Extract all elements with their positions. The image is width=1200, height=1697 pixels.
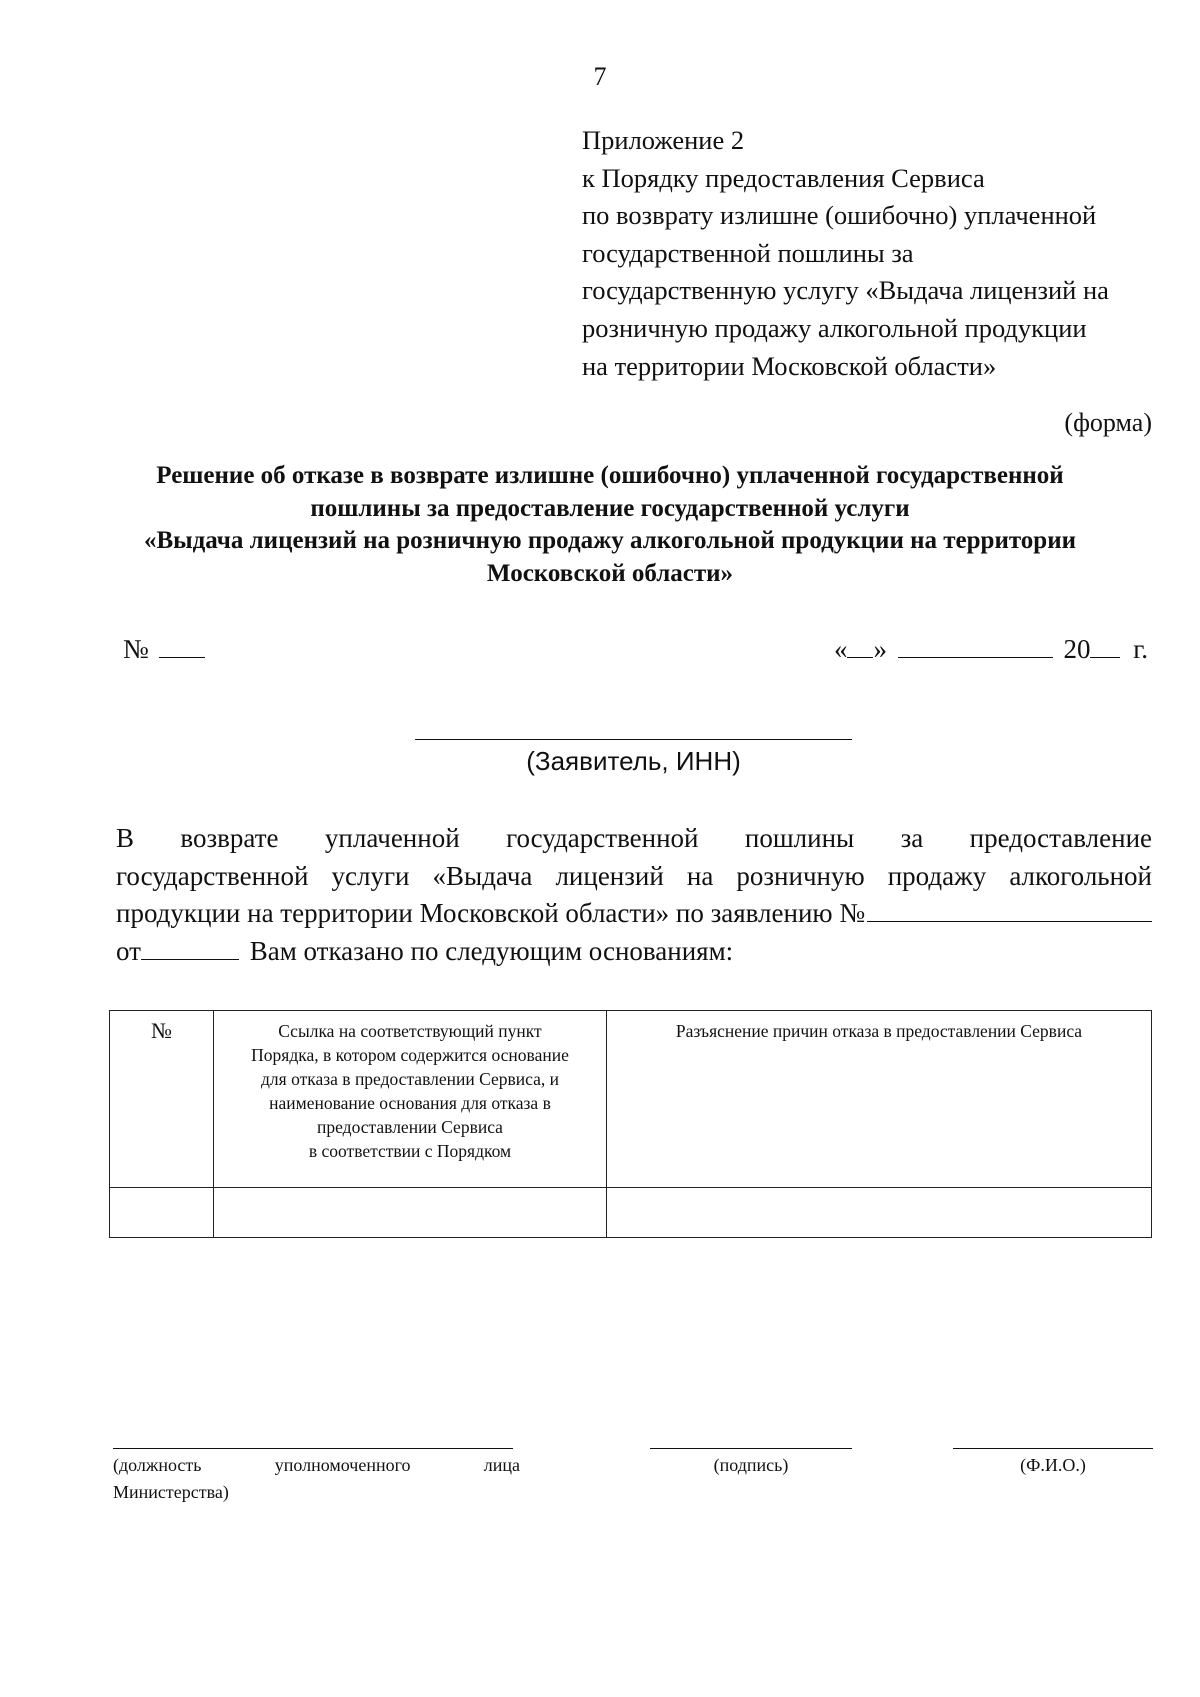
header-explanation: Разъяснение причин отказа в предоставлении Сервиса bbox=[607, 1011, 1152, 1188]
document-title bbox=[110, 460, 1110, 590]
appendix-line: Приложение 2 bbox=[582, 125, 745, 155]
year-suffix: г. bbox=[1133, 634, 1148, 664]
appendix-line: розничную продажу алкогольной продукции bbox=[582, 312, 1087, 343]
table-header-row bbox=[110, 1011, 1152, 1188]
position-caption bbox=[113, 1455, 520, 1476]
number-label: № bbox=[123, 634, 149, 664]
body-line: государственной услуги «Выдача лицензий на розничную продажу алкогольной bbox=[116, 860, 1152, 891]
name-caption: (Ф.И.О.) bbox=[1020, 1455, 1086, 1475]
date-open-quote: « bbox=[833, 634, 848, 664]
date-close-quote: » bbox=[873, 634, 887, 664]
position-signature-line[interactable] bbox=[113, 1448, 513, 1449]
applicant-caption: (Заявитель, ИНН) bbox=[526, 746, 741, 776]
title-line: Решение об отказе в возврате излишне (ошибочно) уплаченной государственной bbox=[156, 462, 1064, 489]
position-caption-line2: Министерства) bbox=[113, 1482, 229, 1502]
application-number-blank[interactable] bbox=[867, 895, 1152, 922]
appendix-line: государственной пошлины за bbox=[582, 237, 914, 268]
appendix-line: по возврату излишне (ошибочно) уплаченной bbox=[582, 200, 1097, 231]
year-prefix: 20 bbox=[1063, 634, 1091, 664]
signature-line[interactable] bbox=[650, 1448, 852, 1449]
header-number: № bbox=[110, 1011, 214, 1188]
year-blank[interactable] bbox=[1090, 656, 1120, 658]
number-blank[interactable] bbox=[159, 656, 205, 658]
table-cell[interactable] bbox=[607, 1188, 1152, 1238]
title-line: Московской области» bbox=[486, 559, 734, 587]
page-number: 7 bbox=[593, 62, 607, 91]
day-blank[interactable] bbox=[847, 656, 873, 658]
name-signature-line[interactable] bbox=[953, 1448, 1153, 1449]
applicant-blank[interactable] bbox=[415, 739, 852, 740]
appendix-line: государственную услугу «Выдача лицензий на bbox=[582, 275, 1109, 306]
body-line-prefix: от bbox=[116, 935, 141, 966]
refusal-text bbox=[116, 820, 1152, 970]
signature-caption: (подпись) bbox=[713, 1455, 789, 1475]
appendix-line: на территории Московской области» bbox=[582, 350, 997, 381]
refusal-reasons-table bbox=[109, 1010, 1152, 1238]
body-line: В возврате уплаченной государственной пошлины за предоставление bbox=[116, 823, 1152, 853]
application-date-blank[interactable] bbox=[141, 958, 239, 960]
body-line-suffix: Вам отказано по следующим основаниям: bbox=[249, 935, 734, 966]
decision-date bbox=[834, 634, 1148, 665]
appendix-header bbox=[582, 122, 1109, 385]
month-blank[interactable] bbox=[898, 656, 1053, 658]
position-caption-word: (должность bbox=[113, 1455, 202, 1475]
table-row bbox=[110, 1188, 1152, 1238]
title-line: пошлины за предоставление государственной услуги bbox=[310, 494, 910, 522]
title-line: «Выдача лицензий на розничную продажу алкогольной продукции на территории bbox=[143, 527, 1077, 554]
table-cell[interactable] bbox=[214, 1188, 607, 1238]
body-line-text: продукции на территории Московской области» по заявлению № bbox=[116, 898, 866, 928]
position-caption-word: лица bbox=[483, 1455, 520, 1475]
form-label: (форма) bbox=[1064, 408, 1152, 437]
appendix-line: к Порядку предоставления Сервиса bbox=[582, 162, 985, 193]
body-line bbox=[116, 895, 1152, 933]
table-cell[interactable] bbox=[110, 1188, 214, 1238]
body-line bbox=[116, 933, 1152, 971]
position-caption-word: уполномоченного bbox=[274, 1455, 411, 1475]
decision-number bbox=[123, 634, 205, 665]
header-reference: Ссылка на соответствующий пункт Порядка, в котором содержится основание для отказа в предоставлении Сервиса, и наименование основания для отказа в предоставлении Сервиса в соответствии с Порядком bbox=[214, 1011, 607, 1188]
